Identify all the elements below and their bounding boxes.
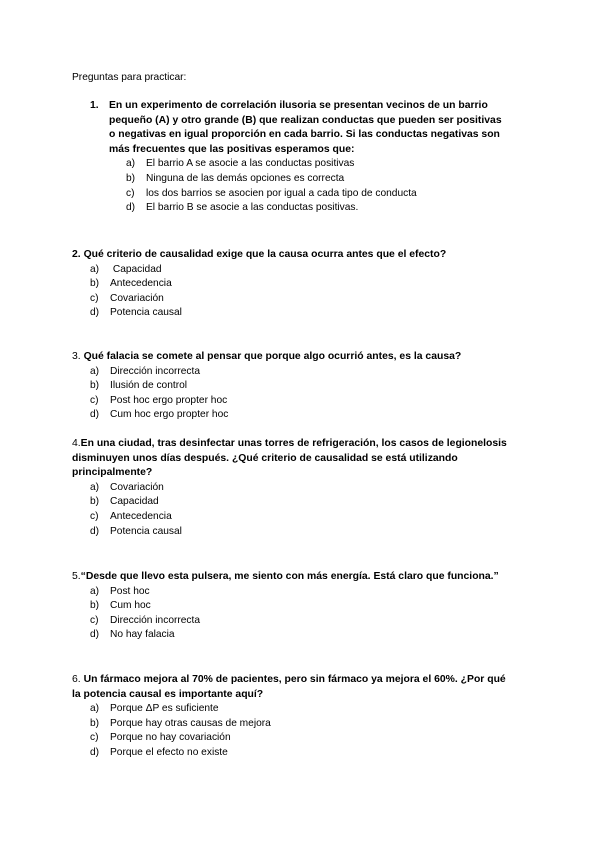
option-letter: c) [90, 614, 99, 626]
option-b [90, 277, 512, 292]
option-letter: a) [90, 703, 100, 715]
option-a [90, 585, 512, 600]
option-text: Cum hoc [110, 600, 151, 612]
option-text: Potencia causal [110, 525, 182, 537]
question-body: Qué falacia se comete al pensar que porque algo ocurrió antes, es la causa? [83, 351, 462, 362]
option-c [126, 187, 510, 202]
option-a [90, 263, 512, 278]
option-letter: d) [90, 307, 100, 319]
option-a [126, 157, 510, 172]
option-d [90, 306, 512, 321]
question-6 [72, 673, 512, 761]
question-text [72, 673, 512, 702]
option-text: Dirección incorrecta [110, 614, 201, 626]
question-number: 5. [72, 571, 81, 582]
option-letter: d) [90, 409, 100, 421]
option-text: Porque el efecto no existe [110, 746, 228, 758]
option-text: Post hoc ergo propter hoc [110, 394, 228, 406]
option-letter: a) [90, 585, 100, 597]
question-number: 6. [72, 674, 81, 685]
option-letter: c) [90, 292, 99, 304]
option-a [90, 702, 512, 717]
option-list [90, 585, 512, 643]
question-text: En un experimento de correlación ilusoria se presentan vecinos de un barrio pequeño (A) y otro grande (B) que realizan conductas que pueden ser positivas o negativas en igual proporción en cada barrio. Si las conductas negativas son más frecuentes que las positivas esperamos que: [109, 100, 502, 155]
option-list [126, 157, 510, 215]
option-text: Cum hoc ergo propter hoc [110, 409, 229, 421]
option-text: Covariación [110, 292, 164, 304]
question-body: En una ciudad, tras desinfectar unas torres de refrigeración, los casos de legionelosis disminuyen unos días después. ¿Qué criterio de causalidad se está utilizando principalmente? [72, 438, 507, 479]
option-letter: a) [90, 263, 100, 275]
question-number: 2. [72, 249, 81, 260]
option-text: No hay falacia [110, 629, 175, 641]
option-b [90, 599, 512, 614]
option-a [90, 365, 512, 380]
option-letter: c) [90, 732, 99, 744]
option-letter: a) [126, 158, 136, 170]
option-letter: b) [90, 496, 100, 508]
option-letter: b) [126, 172, 136, 184]
question-body: Qué criterio de causalidad exige que la causa ocurra antes que el efecto? [83, 249, 447, 260]
question-text [72, 570, 512, 585]
option-text: los dos barrios se asocien por igual a cada tipo de conducta [146, 187, 417, 199]
question-body: “Desde que llevo esta pulsera, me siento con más energía. Está claro que funciona.” [80, 571, 499, 582]
option-text: Antecedencia [110, 278, 172, 290]
option-letter: c) [90, 394, 99, 406]
option-text: Ilusión de control [110, 380, 188, 392]
option-text: El barrio A se asocie a las conductas positivas [146, 158, 355, 170]
option-letter: c) [90, 510, 99, 522]
option-text: Porque hay otras causas de mejora [110, 717, 271, 729]
option-c [90, 394, 512, 409]
question-4 [72, 437, 512, 539]
option-text: Capacidad [110, 263, 162, 275]
question-number: 3. [72, 351, 81, 362]
question-number: 4. [72, 438, 81, 449]
option-letter: c) [126, 187, 135, 199]
question-5 [72, 570, 512, 643]
option-c [90, 731, 512, 746]
option-text: Antecedencia [110, 510, 172, 522]
option-letter: b) [90, 278, 100, 290]
option-b [90, 495, 512, 510]
option-text: El barrio B se asocie a las conductas positivas. [146, 202, 359, 214]
option-c [90, 292, 512, 307]
page-heading: Preguntas para practicar: [72, 72, 187, 83]
option-letter: d) [90, 525, 100, 537]
option-list [90, 263, 512, 321]
question-number: 1. [90, 100, 99, 111]
option-list [90, 702, 512, 760]
option-c [90, 510, 512, 525]
option-text: Post hoc [110, 585, 150, 597]
option-a [90, 481, 512, 496]
option-d [90, 408, 512, 423]
option-d [90, 525, 512, 540]
option-text: Potencia causal [110, 307, 182, 319]
option-b [90, 717, 512, 732]
option-letter: d) [90, 746, 100, 758]
question-text [72, 248, 512, 263]
option-text: Dirección incorrecta [110, 365, 201, 377]
option-letter: a) [90, 481, 100, 493]
question-3 [72, 350, 512, 423]
option-letter: b) [90, 600, 100, 612]
option-d [126, 201, 510, 216]
option-text: Porque ΔP es suficiente [110, 703, 219, 715]
option-letter: d) [126, 202, 136, 214]
option-text: Covariación [110, 481, 164, 493]
option-text: Ninguna de las demás opciones es correcta [146, 172, 345, 184]
question-text [72, 350, 512, 365]
option-letter: a) [90, 365, 100, 377]
option-text: Porque no hay covariación [110, 732, 231, 744]
option-letter: b) [90, 717, 100, 729]
option-list [90, 481, 512, 539]
option-d [90, 628, 512, 643]
option-letter: d) [90, 629, 100, 641]
question-body: Un fármaco mejora al 70% de pacientes, pero sin fármaco ya mejora el 60%. ¿Por qué la potencia causal es importante aquí? [72, 674, 506, 700]
option-letter: b) [90, 380, 100, 392]
option-b [126, 172, 510, 187]
option-text: Capacidad [110, 496, 159, 508]
option-d [90, 746, 512, 761]
option-c [90, 614, 512, 629]
option-list [90, 365, 512, 423]
option-b [90, 379, 512, 394]
question-1 [90, 99, 510, 216]
question-text [72, 437, 512, 481]
question-2 [72, 248, 512, 321]
